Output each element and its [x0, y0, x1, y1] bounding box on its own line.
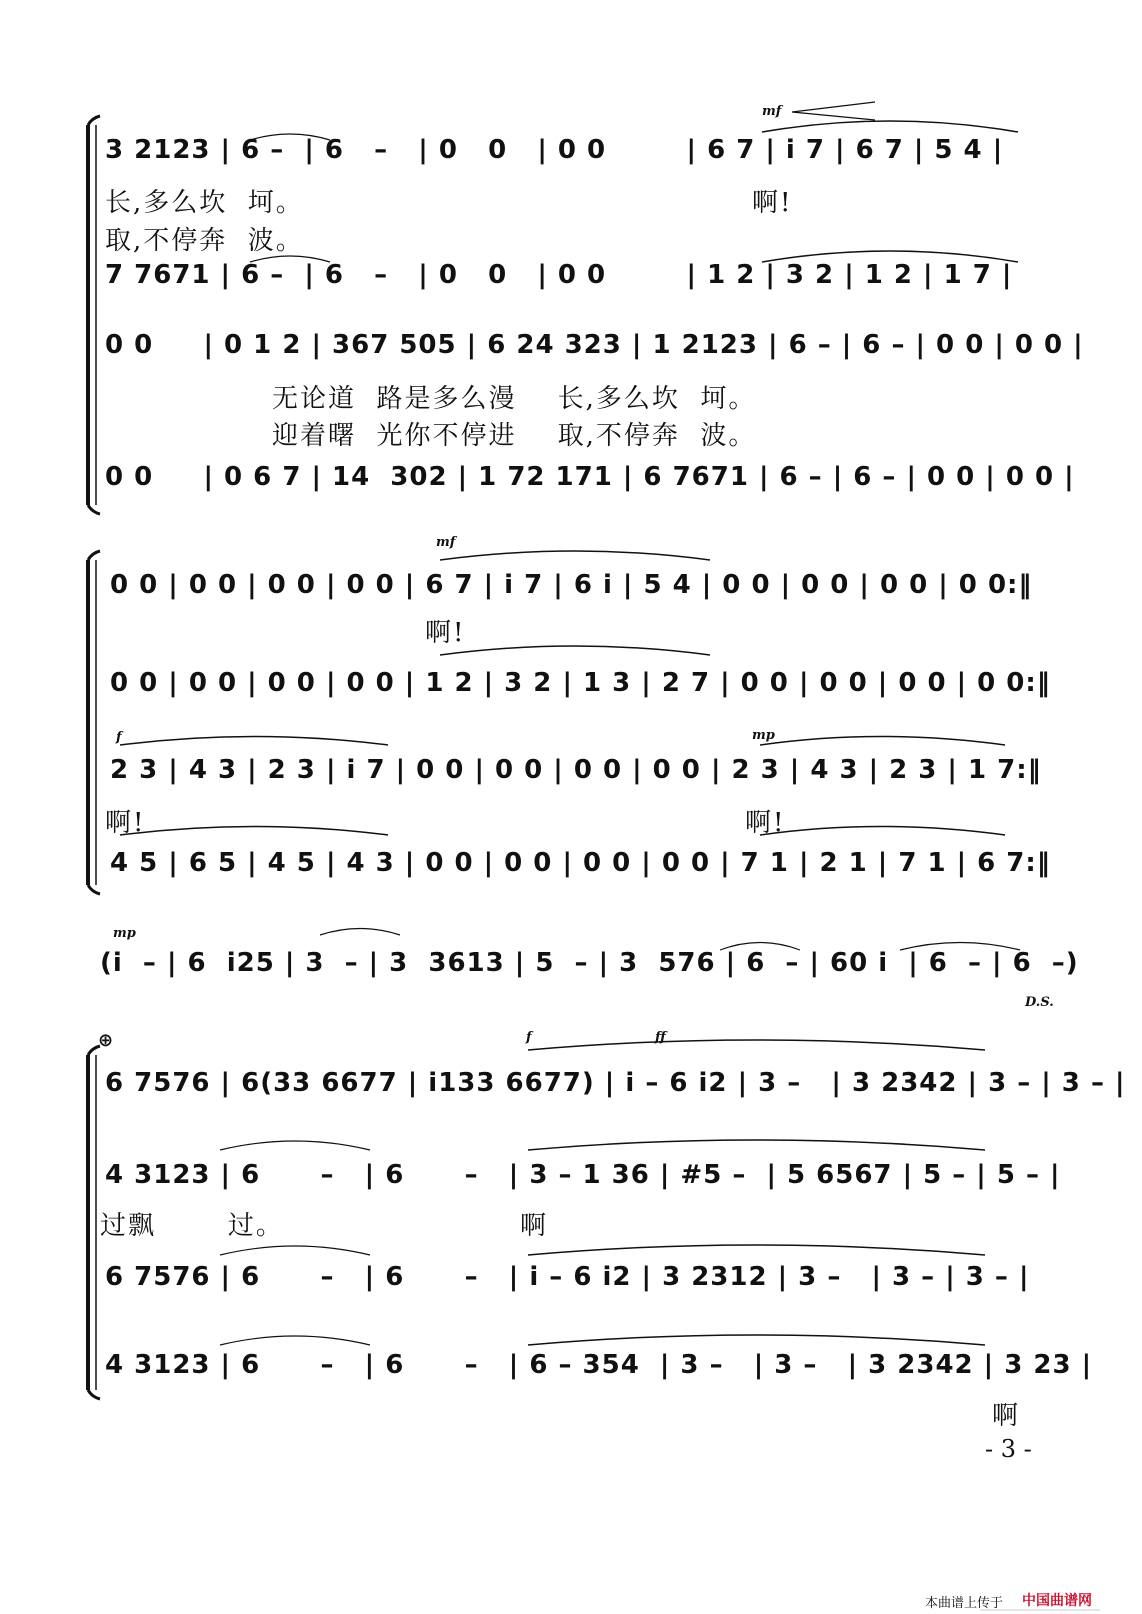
system1-staff1-lyric-ah: 啊! — [752, 188, 793, 218]
footer-text: 本曲谱上传于 — [925, 1596, 1004, 1611]
dynamic-f: f — [116, 730, 122, 745]
system2-staff2: 0 0 | 0 0 | 0 0 | 0 0 | 1 2 | 3 2 | 1 3 | 2 7 | 0 0 | 0 0 | 0 0 | 0 0:‖ — [110, 668, 1051, 698]
system3-staff3: 6 7576 | 6 – | 6 – | i – 6 i2 | 3 2312 | 3 – | 3 – | 3 – | — [105, 1262, 1030, 1292]
system2-staff1: 0 0 | 0 0 | 0 0 | 0 0 | 6 7 | i 7 | 6 i | 5 4 | 0 0 | 0 0 | 0 0 | 0 0:‖ — [110, 570, 1033, 600]
page-number: - 3 - — [985, 1435, 1032, 1463]
dynamic-mf-2: mf — [436, 535, 456, 550]
system1-staff3-lyric1: 无论道 路是多么漫 长,多么坎 坷。 — [272, 384, 757, 414]
system1-staff4: 0 0 | 0 6 7 | 14 302 | 1 72 171 | 6 7671 | 6 – | 6 – | 0 0 | 0 0 | — [105, 462, 1075, 492]
system1-staff1-lyric2: 取,不停奔 波。 — [105, 226, 304, 256]
system3-staff1: 6 7576 | 6(33 6677 | i133 6677) | i – 6 i2 | 3 – | 3 2342 | 3 – | 3 – | — [105, 1068, 1126, 1098]
system1-staff3: 0 0 | 0 1 2 | 367 505 | 6 24 323 | 1 2123 | 6 – | 6 – | 0 0 | 0 0 | — [105, 330, 1084, 360]
interlude-line: (i – | 6 i25 | 3 – | 3 3613 | 5 – | 3 576 | 6 – | 60 i | 6 – | 6 –) — [100, 948, 1079, 978]
system3-staff4: 4 3123 | 6 – | 6 – | 6 – 354 | 3 – | 3 – | 3 2342 | 3 23 | — [105, 1350, 1093, 1380]
system2-staff4: 4 5 | 6 5 | 4 5 | 4 3 | 0 0 | 0 0 | 0 0 | 0 0 | 7 1 | 2 1 | 7 1 | 6 7:‖ — [110, 848, 1051, 878]
system2-staff3-lyric-b: 啊! — [745, 808, 786, 838]
dynamic-mp-interlude: mp — [113, 926, 136, 941]
system2-staff3-lyric-a: 啊! — [105, 808, 146, 838]
coda-sign: ⊕ — [98, 1030, 115, 1051]
system2-staff1-lyric: 啊! — [425, 618, 466, 648]
system1-staff1: 3 2123 | 6 – | 6 – | 0 0 | 0 0 | 6 7 | i 7 | 6 7 | 5 4 | — [105, 135, 1004, 165]
system2-staff3: 2 3 | 4 3 | 2 3 | i 7 | 0 0 | 0 0 | 0 0 | 0 0 | 2 3 | 4 3 | 2 3 | 1 7:‖ — [110, 755, 1042, 785]
system1-staff3-lyric2: 迎着曙 光你不停进 取,不停奔 波。 — [272, 421, 757, 451]
ds-marking: D.S. — [1025, 995, 1054, 1010]
system1-staff2: 7 7671 | 6 – | 6 – | 0 0 | 0 0 | 1 2 | 3 2 | 1 2 | 1 7 | — [105, 260, 1013, 290]
system3-staff2-lyric: 过飘 过。 — [100, 1211, 284, 1241]
dynamic-mf: mf — [762, 104, 782, 119]
dynamic-mp: mp — [752, 728, 775, 743]
footer-logo: 中国曲谱网 — [1022, 1593, 1092, 1609]
dynamic-f-3: f — [526, 1030, 532, 1045]
system3-staff4-lyric-ah: 啊 — [992, 1401, 1021, 1431]
dynamic-ff: ff — [655, 1030, 666, 1045]
system3-staff2: 4 3123 | 6 – | 6 – | 3 – 1 36 | #5 – | 5 6567 | 5 – | 5 – | — [105, 1160, 1061, 1190]
system3-staff2-lyric-ah: 啊 — [520, 1211, 549, 1241]
system1-staff1-lyric1: 长,多么坎 坷。 — [105, 188, 304, 218]
